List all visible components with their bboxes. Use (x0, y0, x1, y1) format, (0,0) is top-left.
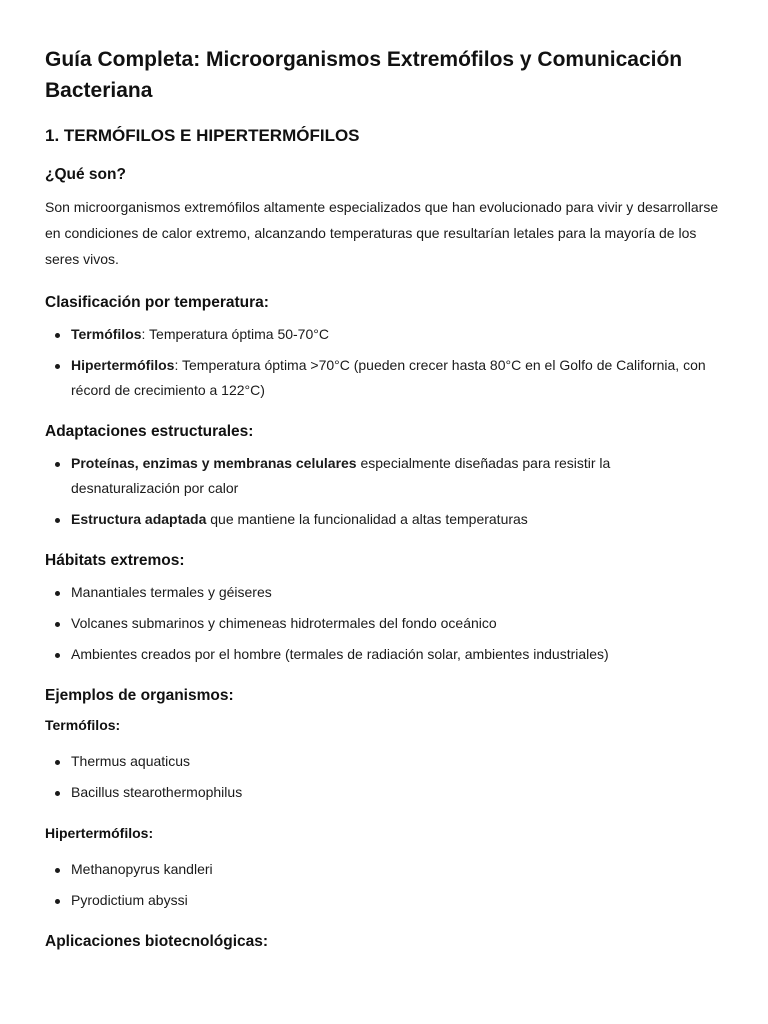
list-item: Manantiales termales y géiseres (45, 580, 722, 605)
list-item-text: : Temperatura óptima >70°C (pueden crecer hasta 80°C en el Golfo de California, con récord de crecimiento a 122°C) (71, 357, 706, 398)
list-item-text: : Temperatura óptima 50-70°C (141, 326, 329, 342)
list-item-term: Estructura adaptada (71, 511, 207, 527)
subheading-applications: Aplicaciones biotecnológicas: (45, 933, 269, 950)
list-item-term: Proteínas, enzimas y membranas celulares (71, 455, 357, 471)
subheading-adaptations: Adaptaciones estructurales: (45, 423, 254, 440)
classification-list (45, 322, 722, 403)
list-item: Bacillus stearothermophilus (45, 780, 722, 805)
adaptations-list (45, 451, 722, 532)
list-item-term: Termófilos (71, 326, 142, 342)
list-item: Volcanes submarinos y chimeneas hidrotermales del fondo oceánico (45, 611, 722, 636)
label-hyperthermophiles: Hipertermófilos: (45, 825, 154, 841)
list-item-text: especialmente diseñadas para resistir la desnaturalización por calor (71, 455, 611, 496)
list-item (45, 322, 722, 347)
subheading-what-are: ¿Qué son? (45, 166, 126, 183)
list-item (45, 507, 722, 532)
list-item: Ambientes creados por el hombre (termales de radiación solar, ambientes industriales) (45, 642, 722, 667)
list-item (45, 353, 722, 403)
paragraph-definition: Son microorganismos extremófilos altamente especializados que han evolucionado para vivir y desarrollarse en condiciones de calor extremo, alcanzando temperaturas que resultarían letales para la mayoría de los seres vivos. (45, 199, 719, 267)
subheading-classification: Clasificación por temperatura: (45, 294, 269, 311)
list-item: Methanopyrus kandleri (45, 857, 722, 882)
thermophiles-list (45, 749, 722, 805)
subheading-examples: Ejemplos de organismos: (45, 687, 234, 704)
list-item (45, 451, 722, 501)
list-item: Pyrodictium abyssi (45, 888, 722, 913)
list-item-term: Hipertermófilos (71, 357, 175, 373)
list-item: Thermus aquaticus (45, 749, 722, 774)
habitats-list (45, 580, 722, 667)
list-item-text: que mantiene la funcionalidad a altas temperaturas (206, 511, 528, 527)
section-heading-thermophiles: 1. TERMÓFILOS E HIPERTERMÓFILOS (45, 126, 360, 145)
subheading-habitats: Hábitats extremos: (45, 552, 185, 569)
label-thermophiles: Termófilos: (45, 717, 121, 733)
document-title: Guía Completa: Microorganismos Extremófilos y Comunicación Bacteriana (45, 48, 683, 102)
hyperthermophiles-list (45, 857, 722, 913)
